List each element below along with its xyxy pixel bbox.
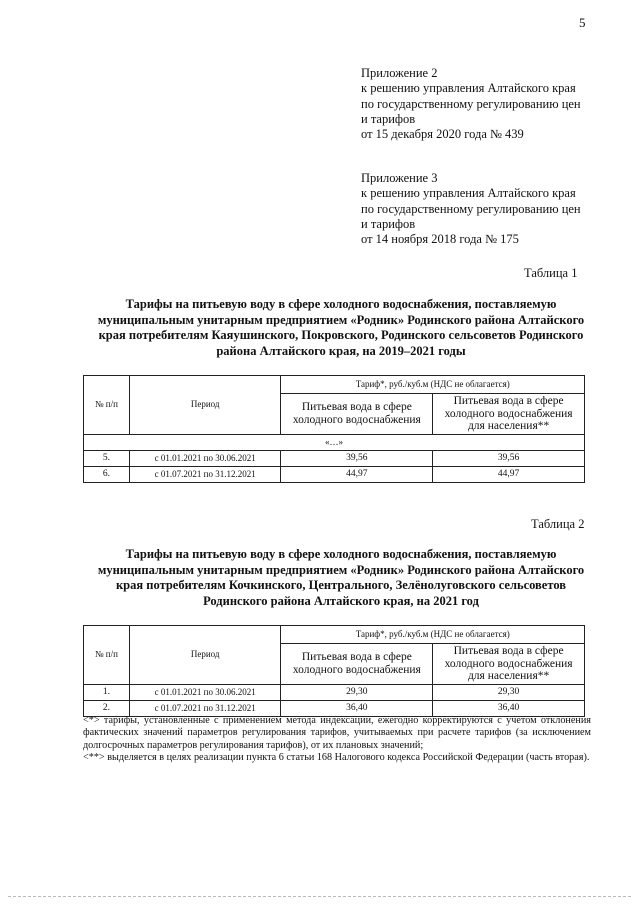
header-period: Период: [129, 376, 281, 435]
table-row: [84, 466, 585, 482]
table-2-title: Тарифы на питьевую воду в сфере холодного водоснабжения, поставляемую муниципальным унитарным предприятием «Родник» Родинского района Алтайского края потребителям Кочкинского, Центрального, Зелёнолуговского сельсоветов Родинского района Алтайского края, на 2021 год: [97, 547, 585, 608]
appendix-line: Приложение 2: [361, 66, 438, 80]
row-number: 2.: [84, 700, 130, 716]
row-tariff-value: 39,56: [281, 450, 433, 466]
appendix-line: по государственному регулированию цен: [361, 96, 581, 111]
page-number: 5: [579, 15, 586, 30]
appendix-line: от 14 ноября 2018 года № 175: [361, 232, 519, 247]
table-row: [84, 684, 585, 700]
header-drinking-water: Питьевая вода в сфере холодного водоснабжения: [281, 394, 433, 435]
header-drinking-water: Питьевая вода в сфере холодного водоснабжения: [281, 644, 433, 685]
scan-edge-divider: [8, 896, 631, 897]
tariff-table-2: [83, 625, 585, 717]
row-number: 1.: [84, 684, 130, 700]
row-tariff-value: 29,30: [281, 684, 433, 700]
appendix-3-block: [361, 171, 611, 247]
row-tariff-population-value: 36,40: [433, 700, 585, 716]
table-header-row: [84, 626, 585, 644]
row-tariff-population-value: 29,30: [433, 684, 585, 700]
footnote-indexation: <*> тарифы, установленные с применением метода индексации, ежегодно корректируются с учетом отклонения фактических значений параметров регулирования тарифов, учитываемых при расчете тарифов (за исключением долгосрочных параметров регулирования тарифов), от их плановых значений;: [83, 715, 591, 751]
header-number: № п/п: [84, 626, 130, 685]
header-period: Период: [129, 626, 281, 685]
row-period: с 01.01.2021 по 30.06.2021: [129, 450, 281, 466]
appendix-line: к решению управления Алтайского края: [361, 81, 576, 96]
header-tariff-group: Тариф*, руб./куб.м (НДС не облагается): [281, 376, 585, 394]
table-1-label: Таблица 1: [524, 266, 578, 280]
footnotes: [83, 715, 591, 765]
table-1-title: Тарифы на питьевую воду в сфере холодного водоснабжения, поставляемую муниципальным унитарным предприятием «Родник» Родинского района Алтайского края потребителям Каяушинского, Покровского, Родинского сельсоветов Родинского района Алтайского края, на 2019–2021 годы: [97, 297, 585, 358]
table-header-row: [84, 376, 585, 394]
footnote-vat: <**> выделяется в целях реализации пункта 6 статьи 168 Налогового кодекса Российской Федерации (часть вторая).: [83, 752, 590, 764]
ellipsis-cell: «…»: [84, 434, 585, 450]
row-tariff-value: 36,40: [281, 700, 433, 716]
appendix-line: по государственному регулированию цен: [361, 201, 581, 216]
tariff-table-1: [83, 375, 585, 483]
appendix-line: Приложение 3: [361, 171, 438, 185]
appendix-line: и тарифов: [361, 216, 416, 231]
table-2-label: Таблица 2: [531, 517, 585, 531]
appendix-line: к решению управления Алтайского края: [361, 186, 576, 201]
row-period: с 01.07.2021 по 31.12.2021: [129, 466, 281, 482]
row-number: 5.: [84, 450, 130, 466]
appendix-2-block: [361, 66, 611, 142]
appendix-line: от 15 декабря 2020 года № 439: [361, 127, 524, 142]
appendix-line: и тарифов: [361, 111, 416, 126]
header-tariff-group: Тариф*, руб./куб.м (НДС не облагается): [281, 626, 585, 644]
header-number: № п/п: [84, 376, 130, 435]
header-drinking-water-population: Питьевая вода в сфере холодного водоснабжения для населения**: [433, 644, 585, 685]
row-period: с 01.01.2021 по 30.06.2021: [129, 684, 281, 700]
table-row: [84, 700, 585, 716]
row-tariff-value: 44,97: [281, 466, 433, 482]
row-number: 6.: [84, 466, 130, 482]
table-row: [84, 450, 585, 466]
row-period: с 01.07.2021 по 31.12.2021: [129, 700, 281, 716]
row-tariff-population-value: 39,56: [433, 450, 585, 466]
header-drinking-water-population: Питьевая вода в сфере холодного водоснабжения для населения**: [433, 394, 585, 435]
row-tariff-population-value: 44,97: [433, 466, 585, 482]
table-ellipsis-row: [84, 434, 585, 450]
